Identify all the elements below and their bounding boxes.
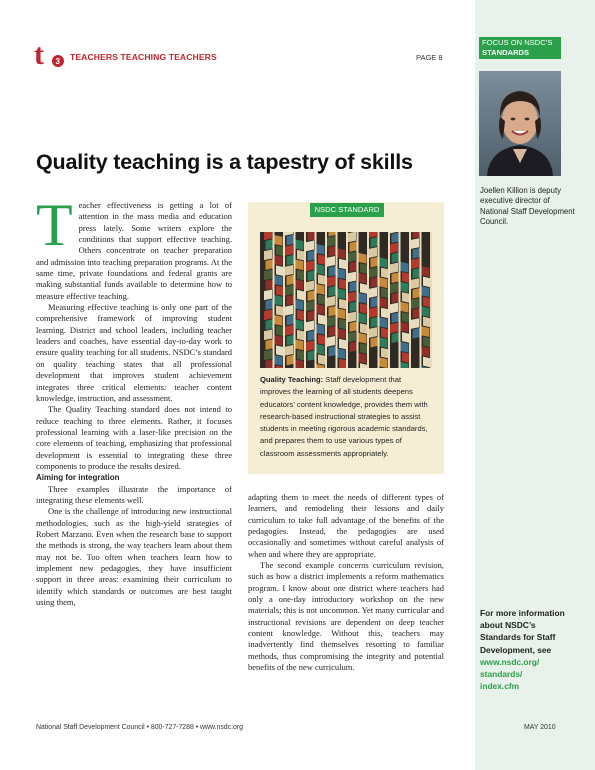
paragraph: The second example concerns curriculum revision, such as how a district implements a reform mathematics program. I know about one district where teachers had only a one-day introductory workshop on the new materials; this is not uncommon. Yet many curricular and instructional revisions are dependent on deep teacher content knowledge. Without this, teachers may inadvertently find themselves resorting to familiar methods, thus compromising the integrity and potential benefits of the new curriculum. [248, 560, 444, 673]
more-info [480, 607, 575, 692]
article-column-1 [36, 192, 232, 608]
standards-link-line3[interactable]: index.cfm [480, 681, 520, 692]
svg-text:t: t [34, 38, 44, 71]
paragraph: The Quality Teaching standard does not intend to reduce teaching to three elements. Rather, it focuses professional learning with a laser-like precision on the core elements of teaching, emphasizing that professional development is essential to integrating these three components to produce the results desired. [36, 404, 232, 471]
footer-date: MAY 2010 [524, 724, 556, 731]
paragraph: adapting them to meet the needs of different types of learners, and remodeling their lessons and daily curriculum to take full advantage of the benefits of the pedagogies. Instead, the pedagogies are used occasionally and sometimes without careful analysis of when and where they are appropriate. [248, 492, 444, 559]
standards-link-line2[interactable]: standards/ [480, 669, 523, 680]
nsdc-standard-text [260, 374, 432, 460]
article-headline: Quality teaching is a tapestry of skills [36, 150, 413, 174]
paragraph: One is the challenge of introducing new instructional methodologies, such as the high-yield strategies of Robert Marzano. Even when the research base to support the methods is strong, the way teachers learn about them may not be. Too often when teachers learn how to implement new pedagogies, they have insufficient support in three areas: examining their curriculum to identify which standards or outcomes are best taught using them, [36, 506, 232, 608]
author-photo [479, 71, 561, 176]
t3-logo-icon [32, 38, 66, 72]
more-info-text: For more information about NSDC’s Standards for Staff Development, see [480, 608, 565, 655]
nsdc-standard-tag: NSDC STANDARD [310, 203, 384, 217]
author-caption: Joellen Killion is deputy executive director of National Staff Development Council. [480, 186, 575, 227]
article-column-2 [248, 492, 444, 674]
standard-label: Quality Teaching: [260, 375, 324, 384]
svg-text:3: 3 [55, 57, 60, 66]
paragraph: eacher effectiveness is getting a lot of attention in the mass media and education press lately. Some writers explore the conditions that support effective teaching. Others concentrate on teacher preparation and admission into teaching preparation programs. At the same time, private foundations and federal grants are making substantial funds available to determine how to measure effective teaching. [36, 200, 232, 301]
page-number: PAGE 8 [416, 53, 443, 62]
standard-description: Staff development that improves the learning of all students deepens educators’ content knowledge, provides them with research-based instructional strategies to assist students in meeting rigorous academic standards, and prepares them to use various types of classroom assessments appropriately. [260, 375, 428, 458]
standards-link[interactable] [480, 656, 575, 693]
standards-link-line1[interactable]: www.nsdc.org/ [480, 656, 540, 667]
focus-tag-line2: STANDARDS [482, 48, 530, 57]
author-portrait-image [479, 71, 561, 176]
footer-organization: National Staff Development Council • 800-727-7288 • www.nsdc.org [36, 724, 243, 731]
focus-tag-line1: FOCUS ON NSDC’S [482, 38, 553, 47]
t3-logo [32, 38, 66, 72]
tapestry-image [260, 232, 432, 368]
focus-tag [479, 37, 561, 59]
drop-cap: T [36, 192, 73, 258]
paragraph: Measuring effective teaching is only one part of the comprehensive framework of improving student learning. District and school leaders, including teacher leaders and coaches, have essential day-to-day work to ensure quality teaching for all students. NSDC’s standard on quality teaching states that all professional development that improves student achievement integrates three critical elements: teacher content knowledge, instruction, and assessment. [36, 302, 232, 403]
paragraph: Three examples illustrate the importance of integrating these elements well. [36, 483, 232, 505]
section-subhead: Aiming for integration [36, 473, 120, 483]
tapestry-weave-image [260, 232, 432, 368]
series-title: TEACHERS TEACHING TEACHERS [70, 52, 217, 62]
